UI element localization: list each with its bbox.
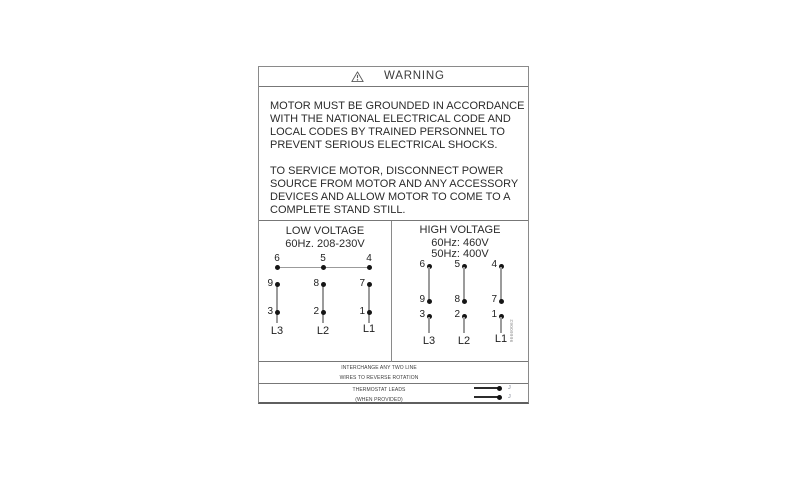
terminal-dot [275, 282, 280, 287]
connector-line [500, 317, 501, 333]
connector-line [428, 317, 429, 333]
terminal-dot [497, 386, 502, 391]
terminal-number: 2 [454, 309, 460, 320]
lead-label: L1 [362, 323, 376, 335]
warning-line: SOURCE FROM MOTOR AND ANY ACCESSORY [270, 178, 519, 190]
thermostat-lead-j-label: J [508, 385, 511, 391]
terminal-number: 6 [274, 253, 280, 264]
connector-line [463, 317, 464, 333]
wire-line [474, 396, 498, 397]
rotation-note-line-1: INTERCHANGE ANY TWO LINE [341, 365, 417, 371]
thermostat-note-line-2: (WHEN PROVIDED) [355, 396, 403, 403]
terminal-number: 2 [313, 306, 319, 317]
connector-line [500, 267, 501, 302]
terminal-dot [275, 310, 280, 315]
thermostat-note-line-1: THERMOSTAT LEADS [352, 387, 406, 393]
thermostat-lead-symbol [474, 385, 518, 391]
connector-line [276, 285, 277, 323]
wire-line [474, 387, 498, 388]
warning-text-section [259, 87, 528, 221]
connector-line [463, 267, 464, 302]
thermostat-lead-j-label: J [508, 394, 511, 400]
high-voltage-title: HIGH VOLTAGE [419, 224, 501, 236]
warning-line: MOTOR MUST BE GROUNDED IN ACCORDANCE [270, 100, 525, 112]
lead-label: L3 [422, 335, 436, 347]
terminal-number: 3 [267, 306, 273, 317]
terminal-number: 7 [359, 278, 365, 289]
terminal-number: 1 [491, 309, 497, 320]
connector-line [368, 285, 369, 323]
terminal-dot [427, 299, 432, 304]
terminal-number: 5 [454, 259, 460, 270]
high-voltage-subtitle-60hz: 60Hz: 460V [431, 237, 489, 249]
terminal-dot [275, 265, 280, 270]
terminal-dot [499, 299, 504, 304]
terminal-dot [497, 395, 502, 400]
warning-title: WARNING [384, 70, 445, 82]
thermostat-lead-symbol [474, 394, 518, 400]
rotation-note-row [259, 362, 528, 384]
warning-paragraph-1 [270, 100, 525, 152]
terminal-number: 6 [419, 259, 425, 270]
warning-line: WITH THE NATIONAL ELECTRICAL CODE AND [270, 113, 511, 125]
lead-label: L3 [270, 325, 284, 337]
warning-header [259, 67, 528, 87]
terminal-number: 9 [267, 278, 273, 289]
part-number-vertical: 96660062 [509, 319, 514, 343]
terminal-number: 9 [419, 294, 425, 305]
terminal-number: 8 [313, 278, 319, 289]
terminal-number: 1 [359, 306, 365, 317]
warning-line: PREVENT SERIOUS ELECTRICAL SHOCKS. [270, 139, 498, 151]
warning-paragraph-2 [270, 165, 522, 217]
connector-line [428, 267, 429, 302]
terminal-dot [321, 282, 326, 287]
low-voltage-title: LOW VOLTAGE [285, 225, 365, 237]
terminal-dot [321, 310, 326, 315]
terminal-number: 8 [454, 294, 460, 305]
rotation-note-line-2: WIRES TO REVERSE ROTATION [339, 374, 419, 381]
lead-label: L2 [457, 335, 471, 347]
terminal-number: 4 [366, 253, 372, 264]
terminal-number: 3 [419, 309, 425, 320]
motor-wiring-warning-label [258, 66, 529, 404]
warning-triangle-icon [351, 71, 364, 83]
terminal-dot [367, 310, 372, 315]
terminal-number: 7 [491, 294, 497, 305]
terminal-dot [367, 282, 372, 287]
terminal-number: 5 [320, 253, 326, 264]
high-voltage-subtitle-50hz: 50Hz: 400V [431, 248, 489, 260]
connector-line [322, 285, 323, 323]
terminal-number: 4 [491, 259, 497, 270]
warning-line: TO SERVICE MOTOR, DISCONNECT POWER [270, 165, 504, 177]
lead-label: L2 [316, 325, 330, 337]
terminal-dot [462, 299, 467, 304]
warning-line: DEVICES AND ALLOW MOTOR TO COME TO A [270, 191, 511, 203]
warning-line: COMPLETE STAND STILL. [270, 204, 406, 216]
warning-line: LOCAL CODES BY TRAINED PERSONNEL TO [270, 126, 505, 138]
lead-label: L1 [494, 333, 508, 345]
terminal-dot [367, 265, 372, 270]
low-voltage-subtitle: 60Hz. 208-230V [285, 238, 365, 250]
terminal-dot [321, 265, 326, 270]
